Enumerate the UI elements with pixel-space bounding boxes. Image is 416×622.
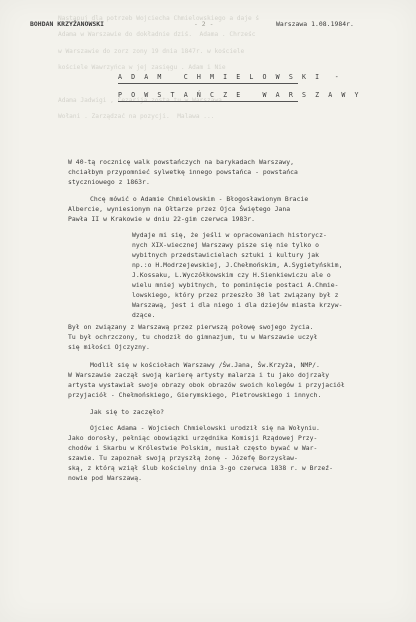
body-line: Jako dorosły, pełniąc obowiązki urzędnika Komisji Rządowej Przy- [68, 434, 318, 442]
bleed-line: kościele Wawrzyńca w jej zasięgu . Adam i Nie [58, 64, 226, 71]
body-line: Warszawą, jest i dla niego i dla dziejów miasta krzyw- [132, 301, 343, 309]
body-line: Wydaje mi się, że jeśli w opracowaniach historycz- [132, 231, 327, 239]
body-line: Chcę mówić o Adamie Chmielowskim - Błogosławionym Bracie [90, 195, 309, 203]
page-mark: - 2 - [194, 20, 214, 28]
author-name: BOHDAN KRZYŻANOWSKI [30, 20, 105, 28]
title-line-1: A D A M C H M I E L O W S K I - [118, 73, 342, 81]
body-line: lowskiego, który przez przeszło 30 lat związany był z [132, 291, 339, 299]
body-line: nowie pod Warszawą. [68, 474, 143, 482]
bleed-line: Adama Jadwigi , Cezarija zosta tu w Warszawa [58, 97, 222, 104]
title-underline [118, 101, 298, 102]
body-line: artysta wystawiał swoje obrazy obok obrazów swoich kolegów i przyjaciół [68, 381, 345, 389]
title-line-2: P O W S T A Ń C Z E W A R S Z A W Y [118, 91, 362, 99]
body-line: wybitnych przedstawicielach sztuki i kultury jak [132, 251, 320, 259]
body-line: wielu mniej wybitnych, to pominięcie postaci A.Chmie- [132, 281, 339, 289]
bleed-line: Adama w Warszawie do dokładnie dziś. Adama . Chrześc [58, 31, 256, 38]
body-line: J.Kossaku, L.Wyczółkowskim czy H.Sienkiewiczu ale o [132, 271, 331, 279]
body-line: W 40-tą rocznicę walk powstańczych na barykadach Warszawy, [68, 158, 295, 166]
body-line: Tu był ochrzczony, tu chodził do gimnazjum, tu w Warszawie uczył [68, 333, 318, 341]
body-line: przyjaciół - Chełmońskiego, Gierymskiego, Pietrowskiego i innych. [68, 391, 322, 399]
body-line: Ojciec Adama - Wojciech Chmielowski urodził się na Wołyniu. [90, 424, 320, 432]
document-date: Warszawa 1.08.1984r. [276, 20, 354, 28]
body-line: Pawła II w Krakowie w dniu 22-gim czerwca 1983r. [68, 215, 256, 223]
body-line: nych XIX-wiecznej Warszawy pisze się nie tylko o [132, 241, 320, 249]
body-line: Był on związany z Warszawą przez pierwszą połowę swojego życia. [68, 323, 314, 331]
title-underline [118, 83, 298, 84]
body-line: dzące. [132, 311, 156, 319]
body-line: Jak się to zaczęło? [90, 408, 165, 416]
body-line: W Warszawie zaczął swoją karierę artysty malarza i tu jako dojrzały [68, 371, 330, 379]
bleed-line: Nastąpuj dla potrzeb Wojciecha Chmielowskiego a daje ś [58, 15, 260, 22]
body-line: chodów i Skarbu w Królestwie Polskim, musiał często bywać w War- [68, 444, 318, 452]
bleed-line: w Warszawie do zorz zony 19 dnia 1847r. w kościele [58, 48, 245, 55]
body-line: szawie. Tu zapoznał swoją przyszłą żonę - Józefę Borzysław- [68, 454, 298, 462]
body-line: chciałbym przypomnieć sylwetkę innego powstańca - powstańca [68, 168, 298, 176]
body-line: Modlił się w kościołach Warszawy /Św.Jana, Św.Krzyża, NMP/. [90, 361, 320, 369]
body-line: ską, z którą wziął ślub kościelny dnia 3-go czerwca 1838 r. w Brzeź- [68, 464, 334, 472]
bleed-line: Wołani . Zarządzać na pozycji. Malawa ... [58, 113, 215, 120]
body-line: np.:o H.Modrzejewskiej, J.Chełmońskim, A.Sygietyńskim, [132, 261, 343, 269]
body-line: styczniowego z 1863r. [68, 178, 150, 186]
body-line: się miłości Ojczyzny. [68, 343, 150, 351]
body-line: Albercie, wyniesionym na Ołtarze przez Ojca Świętego Jana [68, 205, 291, 213]
